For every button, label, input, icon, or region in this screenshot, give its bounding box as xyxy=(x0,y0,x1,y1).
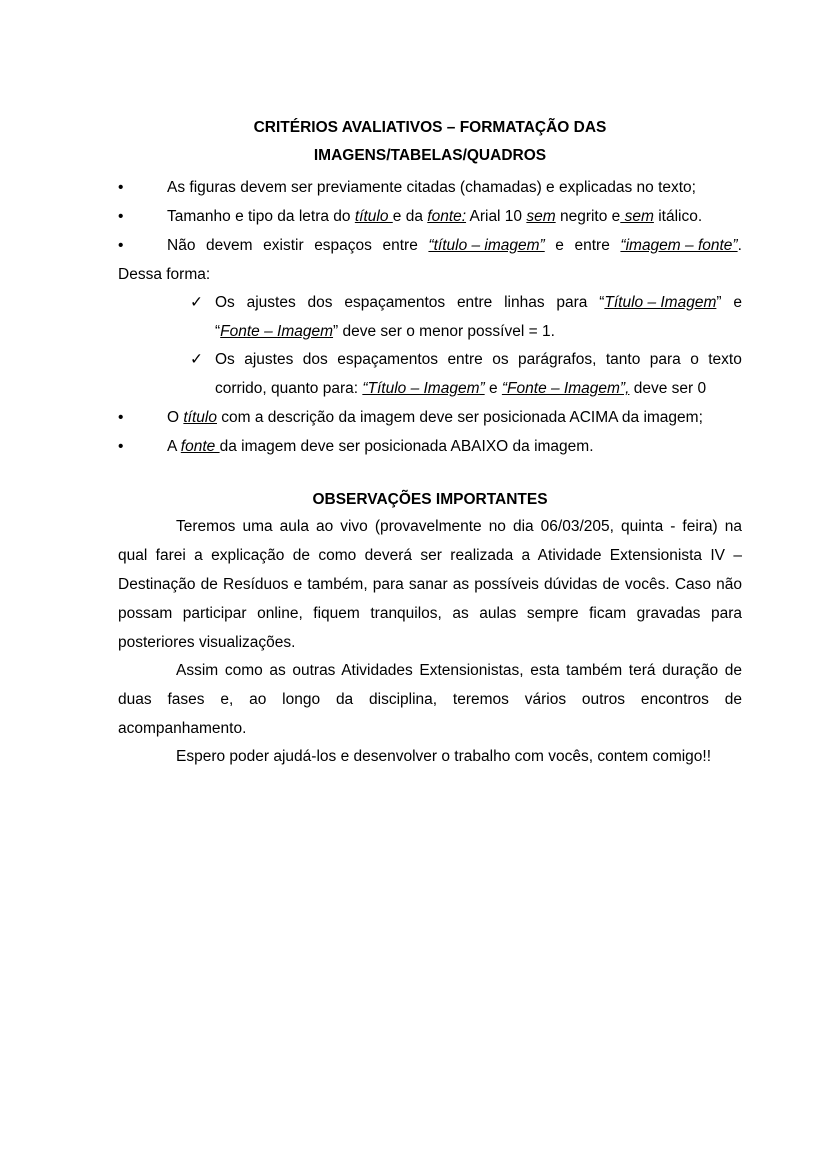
continuation-text: Dessa forma: xyxy=(118,266,211,283)
observation-paragraph: Espero poder ajudá-los e desenvolver o trabalho com vocês, contem comigo!! xyxy=(176,748,712,765)
observation-paragraph: Assim como as outras Atividades Extensionistas, esta também terá duração de duas fases e, ao longo da disciplina, teremos vários outros encontros de acompanhamento. xyxy=(118,662,742,737)
observation-paragraph: Teremos uma aula ao vivo (provavelmente no dia 06/03/205, quinta - feira) na qual farei a explicação de como deverá ser realizada a Atividade Extensionista IV – Destinação de Resíduos e também, para sanar as possíveis dúvidas de vocês. Caso não possam participar online, fiquem tranquilos, as aulas sempre ficam gravadas para posteriores visualizações. xyxy=(118,518,742,651)
check-item-continuation: “Fonte – Imagem” deve ser o menor possível = 1. xyxy=(215,323,555,340)
bullet-dot-icon: • xyxy=(118,208,124,225)
bullet-dot-icon: • xyxy=(118,409,124,426)
observations-heading: OBSERVAÇÕES IMPORTANTES xyxy=(312,491,548,508)
document-title-line-1: CRITÉRIOS AVALIATIVOS – FORMATAÇÃO DAS xyxy=(253,119,607,136)
bullet-text: Tamanho e tipo da letra do título e da fonte: Arial 10 sem negrito e sem itálico. xyxy=(167,208,703,225)
bullet-text: O título com a descrição da imagem deve ser posicionada ACIMA da imagem; xyxy=(167,409,703,426)
bullet-text: As figuras devem ser previamente citadas (chamadas) e explicadas no texto; xyxy=(167,179,696,196)
document-title-line-2: IMAGENS/TABELAS/QUADROS xyxy=(313,147,547,164)
check-item-continuation: corrido, quanto para: “Título – Imagem” e “Fonte – Imagem”, deve ser 0 xyxy=(215,380,707,397)
bullet-text: A fonte da imagem deve ser posicionada ABAIXO da imagem. xyxy=(167,438,594,455)
checkmark-icon: ✓ xyxy=(190,351,203,368)
document-page: CRITÉRIOS AVALIATIVOS – FORMATAÇÃO DAS IMAGENS/TABELAS/QUADROS • As figuras devem ser previamente citadas (chamadas) e explicadas no texto; • Tamanho e tipo da letra do título e da fonte: Arial 10 sem negrito e sem itálico. • Não devem existir espaços entre “título – imagem” e entre “imagem – fonte”. Dessa forma: ✓ Os ajustes dos espaçamentos entre linhas para “Título – Imagem” e “Fonte – Imagem” deve ser o menor possível = 1. ✓ Os ajustes dos espaçamentos entre os parágrafos, tanto para o texto corrido, quanto para: “Título – Imagem” e “Fonte – Imagem”, deve ser 0 • O título com a descrição da imagem deve ser posicionada ACIMA da imagem; • A fonte da imagem deve ser posicionada ABAIXO da imagem. OBSERVAÇÕES IMPORTANTES Teremos uma aula ao vivo (provavelmente no dia 06/03/205, quinta - feira) na qual farei a explicação de como deverá ser realizada a Atividade Extensionista IV – Destinação de Resíduos e também, para sanar as possíveis dúvidas de vocês. Caso não possam participar online, fiquem tranquilos, as aulas sempre ficam gravadas para posteriores visualizações. Assim como as outras Atividades Extensionistas, esta também terá duração de duas fases e, ao longo da disciplina, teremos vários outros encontros de acompanhamento. Espero poder ajudá-los e desenvolver o trabalho com vocês, contem comigo!! xyxy=(0,0,820,1160)
bullet-dot-icon: • xyxy=(118,237,124,254)
bullet-dot-icon: • xyxy=(118,438,124,455)
checkmark-icon: ✓ xyxy=(190,294,203,311)
bullet-text: Não devem existir espaços entre “título – imagem” e entre “imagem – fonte”. xyxy=(167,237,742,254)
bullet-dot-icon: • xyxy=(118,179,124,196)
